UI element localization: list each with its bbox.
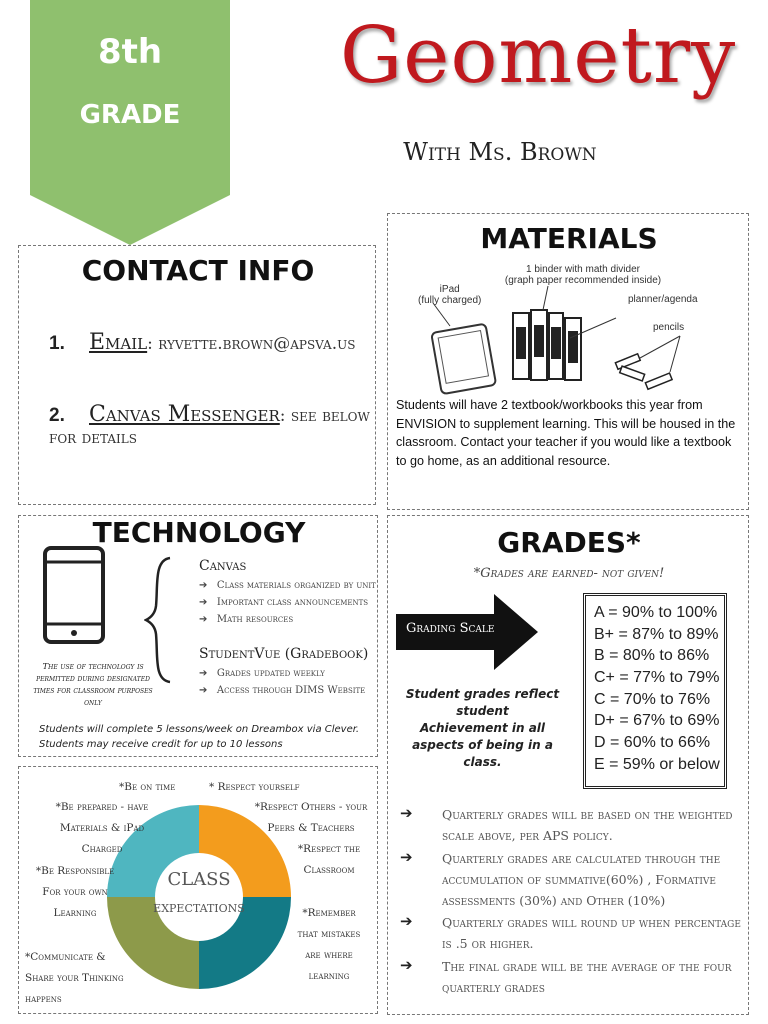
expectation-be-responsible: *Be Responsible For your own Learning [35,865,115,919]
scale-row: C = 70% to 76% [594,690,711,708]
contact-info-section [18,245,376,505]
scale-row: C+ = 77% to 79% [594,669,720,687]
planner-label: planner/agenda [628,294,698,305]
expectation-respect-classroom: *Respect the Classroom [297,843,361,876]
tablet-icon [43,546,107,646]
expectation-communicate: *Communicate & Share your Thinking happens [25,951,124,1005]
contact-canvas-item: 2. Canvas Messenger: see below for details [49,402,370,448]
expectation-be-on-time: *Be on time [119,781,176,793]
technology-policy-note: The use of technology is permitted during designated times for classroom purposes only [33,662,153,708]
contact-number: 2. [49,405,65,426]
canvas-messenger-value: see below for details [49,406,370,448]
grades-subheading: *Grades are earned- not given! [473,566,665,581]
expectation-be-prepared: *Be prepared - have Materials & iPad Charged [55,801,149,855]
dreambox-line1: Students will complete 5 lessons/week on Dreambox via Clever. [39,724,360,735]
studentvue-title: StudentVue (Gradebook) [199,646,369,662]
grades-section: GRADES* *Grades are earned- not given! Grading Scale A = 90% to 100% B+ = 87% to 89% B = 80% to 86% C+ = 77% to 79% C = 70% to 76% D+ = 67% to 69% D = 60% to 66% E = 59% or below Student grades reflect student Achievement in all aspects of being in a class. ➔ Quarterly grades will be based on the weighted scale above, per APS policy. ➔ Quarterly grades are calculated through the accumulation of summative(60%) , Formative assessments (30%) and Other (10%) ➔ Quarterly grades will round up when percentage is .5 or higher. ➔ The final grade will be the average of the four quarterly grades [387,515,749,1015]
grades-reflect-note: Student grades reflect student Achievement in all aspects of being in a class. [405,687,560,769]
contact-number: 1. [49,333,65,354]
grade-number: 8th [97,32,163,72]
contact-heading: CONTACT INFO [81,254,315,287]
ipad-icon [431,303,496,394]
tech-bullet: ➔ Important class announcements [199,597,369,608]
canvas-title: Canvas [199,558,247,574]
email-address-link[interactable]: ryvette.brown@apsva.us [152,334,356,354]
expectation-respect-yourself: * Respect yourself [209,781,300,793]
technology-section [18,515,378,757]
dreambox-line2: Students may receive credit for up to 10 lessons [39,739,283,750]
expectations-center-subtitle: EXPECTATIONS [153,902,245,915]
tech-bullet: ➔ Grades updated weekly [199,668,325,679]
canvas-messenger-label: Canvas Messenger [89,402,280,427]
technology-heading: TECHNOLOGY [92,516,306,549]
binder-icon [513,286,581,380]
pencils-label: pencils [653,322,685,333]
page-title: Geometry [340,11,737,101]
tech-bullet: ➔ Class materials organized by unit [199,580,376,591]
expectations-center-title: CLASS [167,869,231,890]
grading-scale-table [583,593,727,789]
scale-row: A = 90% to 100% [594,604,718,621]
materials-paragraph: Students will have 2 textbook/workbooks this year from ENVISION to supplement learning. This will be housed in the classroom. Contact your teacher if you would like a textbook to go home, as an additional resource. [396,398,736,468]
expectation-respect-others: *Respect Others - your Peers & Teachers [254,801,368,834]
grading-scale-label: Grading Scale [406,621,495,636]
tech-bullet: ➔ Access through DIMS Website [199,685,366,696]
grades-heading: GRADES* [497,526,641,559]
arrow-icon: ➔ [400,912,413,930]
scale-row: B = 80% to 86% [594,647,710,665]
binder-label: 1 binder with math divider (graph paper recommended inside) [504,264,662,286]
class-expectations-section [18,766,378,1014]
arrow-icon: ➔ [400,956,413,974]
materials-heading: MATERIALS [480,222,658,255]
grade-banner [30,0,230,245]
contact-email-item: 1. Email: ryvette.brown@apsva.us [49,330,356,355]
tech-bullet: ➔ Math resources [199,614,294,625]
arrow-icon: ➔ [400,804,413,822]
ipad-label: iPad (fully charged) [418,284,482,306]
grade-word: GRADE [79,100,181,130]
scale-row: D+ = 67% to 69% [594,712,720,730]
page-subtitle: With Ms. Brown [403,138,597,166]
scale-row: E = 59% or below [594,755,720,773]
arrow-icon: ➔ [400,848,413,866]
scale-row: B+ = 87% to 89% [594,625,719,643]
scale-row: D = 60% to 66% [594,734,711,752]
expectation-remember: *Remember that mistakes are where learning [297,907,361,982]
email-label: Email [89,330,148,355]
materials-section [387,213,749,510]
